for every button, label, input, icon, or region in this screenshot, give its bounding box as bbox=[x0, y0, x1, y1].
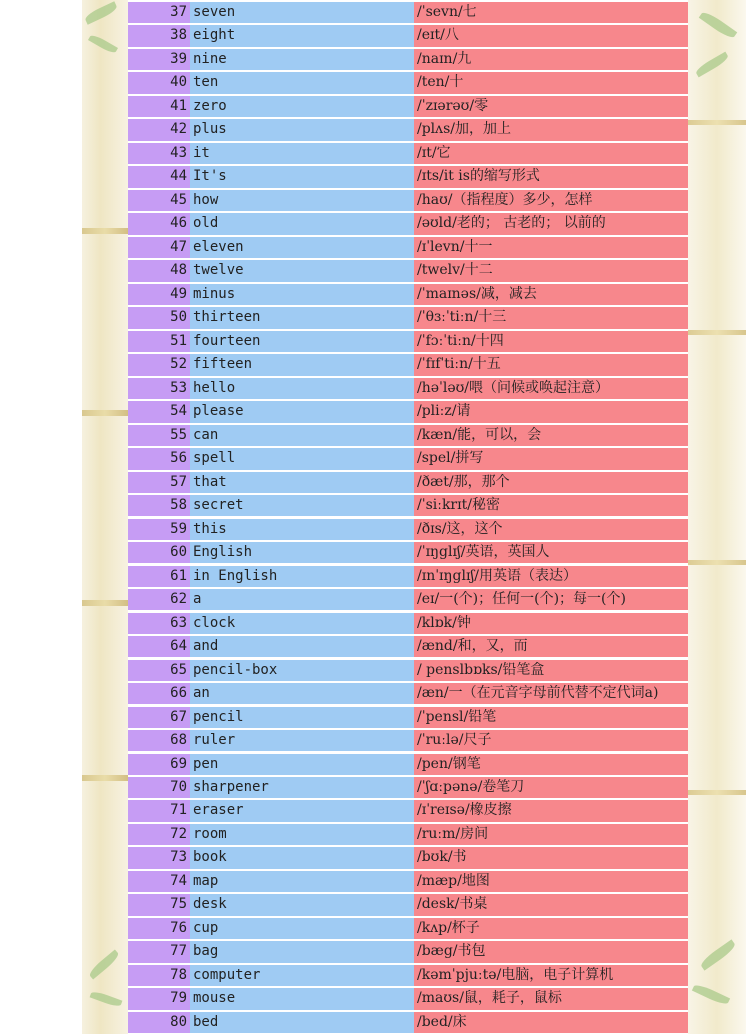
table-row bbox=[128, 871, 688, 892]
pronunciation-definition: /ˈmaɪnəs/减，减去 bbox=[414, 284, 688, 305]
english-word: please bbox=[190, 401, 414, 422]
leaf-icon bbox=[87, 949, 120, 979]
pronunciation-definition: /desk/书桌 bbox=[414, 894, 688, 915]
english-word: cup bbox=[190, 918, 414, 939]
pronunciation-definition: /ˈpensl/铅笔 bbox=[414, 707, 688, 728]
row-number: 43 bbox=[128, 143, 190, 164]
bamboo-node bbox=[82, 600, 128, 606]
pronunciation-definition: /əʊld/老的； 古老的； 以前的 bbox=[414, 213, 688, 234]
pronunciation-definition: /plʌs/加，加上 bbox=[414, 119, 688, 140]
table-row bbox=[128, 566, 688, 587]
table-row bbox=[128, 519, 688, 540]
pronunciation-definition: /maʊs/鼠，耗子，鼠标 bbox=[414, 988, 688, 1009]
pronunciation-definition: /haʊ/（指程度）多少，怎样 bbox=[414, 190, 688, 211]
pronunciation-definition: /ˈruːlə/尺子 bbox=[414, 730, 688, 751]
english-word: ten bbox=[190, 72, 414, 93]
english-word: pencil bbox=[190, 707, 414, 728]
pronunciation-definition: /ˈfɪfˈtiːn/十五 bbox=[414, 354, 688, 375]
english-word: eleven bbox=[190, 237, 414, 258]
pronunciation-definition: /eɪt/八 bbox=[414, 25, 688, 46]
english-word: mouse bbox=[190, 988, 414, 1009]
leaf-icon bbox=[90, 990, 123, 1008]
english-word: nine bbox=[190, 49, 414, 70]
pronunciation-definition: /ðæt/那，那个 bbox=[414, 472, 688, 493]
table-row bbox=[128, 636, 688, 657]
leaf-icon bbox=[88, 33, 118, 55]
row-number: 78 bbox=[128, 965, 190, 986]
row-number: 45 bbox=[128, 190, 190, 211]
pronunciation-definition: /kəmˈpjuːtə/电脑，电子计算机 bbox=[414, 965, 688, 986]
english-word: eight bbox=[190, 25, 414, 46]
pronunciation-definition: /pen/钢笔 bbox=[414, 754, 688, 775]
english-word: and bbox=[190, 636, 414, 657]
pronunciation-definition: /mæp/地图 bbox=[414, 871, 688, 892]
table-row bbox=[128, 354, 688, 375]
leaf-icon bbox=[699, 939, 738, 970]
row-number: 62 bbox=[128, 589, 190, 610]
pronunciation-definition: /ˈɪŋglɪʃ/英语，英国人 bbox=[414, 542, 688, 563]
english-word: clock bbox=[190, 613, 414, 634]
row-number: 70 bbox=[128, 777, 190, 798]
table-row bbox=[128, 824, 688, 845]
row-number: 42 bbox=[128, 119, 190, 140]
table-row bbox=[128, 307, 688, 328]
pronunciation-definition: /ˈzɪərəʊ/零 bbox=[414, 96, 688, 117]
pronunciation-definition: /bʊk/书 bbox=[414, 847, 688, 868]
table-row bbox=[128, 730, 688, 751]
table-row bbox=[128, 613, 688, 634]
pronunciation-definition: /bæg/书包 bbox=[414, 941, 688, 962]
english-word: twelve bbox=[190, 260, 414, 281]
pronunciation-definition: /ɪˈreɪsə/橡皮擦 bbox=[414, 800, 688, 821]
table-row bbox=[128, 72, 688, 93]
table-row bbox=[128, 941, 688, 962]
leaf-icon bbox=[692, 982, 730, 1006]
row-number: 49 bbox=[128, 284, 190, 305]
table-row bbox=[128, 683, 688, 704]
table-row bbox=[128, 589, 688, 610]
table-row bbox=[128, 260, 688, 281]
bamboo-node bbox=[688, 790, 746, 795]
table-row bbox=[128, 472, 688, 493]
pronunciation-definition: /ðɪs/这，这个 bbox=[414, 519, 688, 540]
pronunciation-definition: /bed/床 bbox=[414, 1012, 688, 1033]
table-row bbox=[128, 542, 688, 563]
table-row bbox=[128, 213, 688, 234]
row-number: 72 bbox=[128, 824, 190, 845]
row-number: 52 bbox=[128, 354, 190, 375]
english-word: an bbox=[190, 683, 414, 704]
table-row bbox=[128, 800, 688, 821]
row-number: 73 bbox=[128, 847, 190, 868]
pronunciation-definition: /ˈθɜːˈtiːn/十三 bbox=[414, 307, 688, 328]
pronunciation-definition: / penslbɒks/铅笔盒 bbox=[414, 660, 688, 681]
row-number: 60 bbox=[128, 542, 190, 563]
table-row bbox=[128, 96, 688, 117]
table-row bbox=[128, 2, 688, 23]
english-word: desk bbox=[190, 894, 414, 915]
english-word: computer bbox=[190, 965, 414, 986]
pronunciation-definition: /ˈfɔːˈtiːn/十四 bbox=[414, 331, 688, 352]
row-number: 68 bbox=[128, 730, 190, 751]
english-word: that bbox=[190, 472, 414, 493]
english-word: room bbox=[190, 824, 414, 845]
row-number: 51 bbox=[128, 331, 190, 352]
pronunciation-definition: /ɪts/it is的缩写形式 bbox=[414, 166, 688, 187]
pronunciation-definition: /ɪˈlevn/十一 bbox=[414, 237, 688, 258]
pronunciation-definition: /æn/一（在元音字母前代替不定代词a) bbox=[414, 683, 688, 704]
pronunciation-definition: /ɪnˈɪŋglɪʃ/用英语（表达） bbox=[414, 566, 688, 587]
row-number: 38 bbox=[128, 25, 190, 46]
row-number: 80 bbox=[128, 1012, 190, 1033]
bamboo-decoration-left bbox=[82, 0, 128, 1034]
english-word: a bbox=[190, 589, 414, 610]
row-number: 50 bbox=[128, 307, 190, 328]
row-number: 56 bbox=[128, 448, 190, 469]
pronunciation-definition: /kʌp/杯子 bbox=[414, 918, 688, 939]
english-word: English bbox=[190, 542, 414, 563]
english-word: thirteen bbox=[190, 307, 414, 328]
table-row bbox=[128, 331, 688, 352]
table-row bbox=[128, 707, 688, 728]
vocabulary-table bbox=[128, 2, 688, 1035]
english-word: sharpener bbox=[190, 777, 414, 798]
table-row bbox=[128, 49, 688, 70]
row-number: 63 bbox=[128, 613, 190, 634]
english-word: pen bbox=[190, 754, 414, 775]
pronunciation-definition: /naɪn/九 bbox=[414, 49, 688, 70]
row-number: 79 bbox=[128, 988, 190, 1009]
row-number: 47 bbox=[128, 237, 190, 258]
row-number: 75 bbox=[128, 894, 190, 915]
table-row bbox=[128, 777, 688, 798]
bamboo-node bbox=[82, 775, 128, 781]
row-number: 53 bbox=[128, 378, 190, 399]
table-row bbox=[128, 284, 688, 305]
pronunciation-definition: /eɪ/一(个)；任何一(个)；每一(个) bbox=[414, 589, 688, 610]
english-word: old bbox=[190, 213, 414, 234]
table-row bbox=[128, 660, 688, 681]
english-word: it bbox=[190, 143, 414, 164]
english-word: plus bbox=[190, 119, 414, 140]
table-row bbox=[128, 378, 688, 399]
table-row bbox=[128, 894, 688, 915]
pronunciation-definition: /kæn/能，可以，会 bbox=[414, 425, 688, 446]
pronunciation-definition: /ten/十 bbox=[414, 72, 688, 93]
bamboo-node bbox=[688, 120, 746, 125]
row-number: 55 bbox=[128, 425, 190, 446]
table-row bbox=[128, 847, 688, 868]
pronunciation-definition: /ænd/和，又，而 bbox=[414, 636, 688, 657]
row-number: 65 bbox=[128, 660, 190, 681]
english-word: in English bbox=[190, 566, 414, 587]
english-word: spell bbox=[190, 448, 414, 469]
table-row bbox=[128, 918, 688, 939]
row-number: 58 bbox=[128, 495, 190, 516]
row-number: 67 bbox=[128, 707, 190, 728]
table-row bbox=[128, 448, 688, 469]
row-number: 66 bbox=[128, 683, 190, 704]
leaf-icon bbox=[699, 9, 738, 40]
leaf-icon bbox=[694, 52, 730, 78]
english-word: fifteen bbox=[190, 354, 414, 375]
row-number: 61 bbox=[128, 566, 190, 587]
table-row bbox=[128, 988, 688, 1009]
english-word: minus bbox=[190, 284, 414, 305]
english-word: map bbox=[190, 871, 414, 892]
table-row bbox=[128, 166, 688, 187]
row-number: 71 bbox=[128, 800, 190, 821]
english-word: ruler bbox=[190, 730, 414, 751]
english-word: pencil-box bbox=[190, 660, 414, 681]
leaf-icon bbox=[83, 1, 118, 24]
bamboo-node bbox=[82, 410, 128, 416]
row-number: 41 bbox=[128, 96, 190, 117]
bamboo-node bbox=[688, 560, 746, 565]
english-word: secret bbox=[190, 495, 414, 516]
row-number: 39 bbox=[128, 49, 190, 70]
table-row bbox=[128, 495, 688, 516]
english-word: eraser bbox=[190, 800, 414, 821]
english-word: seven bbox=[190, 2, 414, 23]
english-word: hello bbox=[190, 378, 414, 399]
row-number: 74 bbox=[128, 871, 190, 892]
english-word: It's bbox=[190, 166, 414, 187]
pronunciation-definition: /ˈsevn/七 bbox=[414, 2, 688, 23]
row-number: 46 bbox=[128, 213, 190, 234]
row-number: 57 bbox=[128, 472, 190, 493]
table-row bbox=[128, 1012, 688, 1033]
table-row bbox=[128, 754, 688, 775]
table-row bbox=[128, 25, 688, 46]
english-word: fourteen bbox=[190, 331, 414, 352]
english-word: zero bbox=[190, 96, 414, 117]
row-number: 64 bbox=[128, 636, 190, 657]
row-number: 69 bbox=[128, 754, 190, 775]
pronunciation-definition: /ruːm/房间 bbox=[414, 824, 688, 845]
pronunciation-definition: /twelv/十二 bbox=[414, 260, 688, 281]
pronunciation-definition: /spel/拼写 bbox=[414, 448, 688, 469]
table-row bbox=[128, 425, 688, 446]
pronunciation-definition: /ɪt/它 bbox=[414, 143, 688, 164]
table-row bbox=[128, 965, 688, 986]
pronunciation-definition: /klɒk/钟 bbox=[414, 613, 688, 634]
bamboo-node bbox=[82, 228, 128, 234]
english-word: how bbox=[190, 190, 414, 211]
table-row bbox=[128, 119, 688, 140]
row-number: 37 bbox=[128, 2, 190, 23]
row-number: 44 bbox=[128, 166, 190, 187]
english-word: book bbox=[190, 847, 414, 868]
row-number: 48 bbox=[128, 260, 190, 281]
row-number: 40 bbox=[128, 72, 190, 93]
table-row bbox=[128, 401, 688, 422]
table-row bbox=[128, 143, 688, 164]
table-row bbox=[128, 237, 688, 258]
row-number: 76 bbox=[128, 918, 190, 939]
bamboo-decoration-right bbox=[688, 0, 746, 1034]
row-number: 54 bbox=[128, 401, 190, 422]
pronunciation-definition: /həˈləʊ/喂（问候或唤起注意） bbox=[414, 378, 688, 399]
english-word: bag bbox=[190, 941, 414, 962]
pronunciation-definition: /ˈsiːkrɪt/秘密 bbox=[414, 495, 688, 516]
english-word: bed bbox=[190, 1012, 414, 1033]
row-number: 77 bbox=[128, 941, 190, 962]
pronunciation-definition: /ˈʃɑːpənə/卷笔刀 bbox=[414, 777, 688, 798]
table-row bbox=[128, 190, 688, 211]
row-number: 59 bbox=[128, 519, 190, 540]
bamboo-node bbox=[688, 330, 746, 335]
pronunciation-definition: /pliːz/请 bbox=[414, 401, 688, 422]
english-word: can bbox=[190, 425, 414, 446]
english-word: this bbox=[190, 519, 414, 540]
